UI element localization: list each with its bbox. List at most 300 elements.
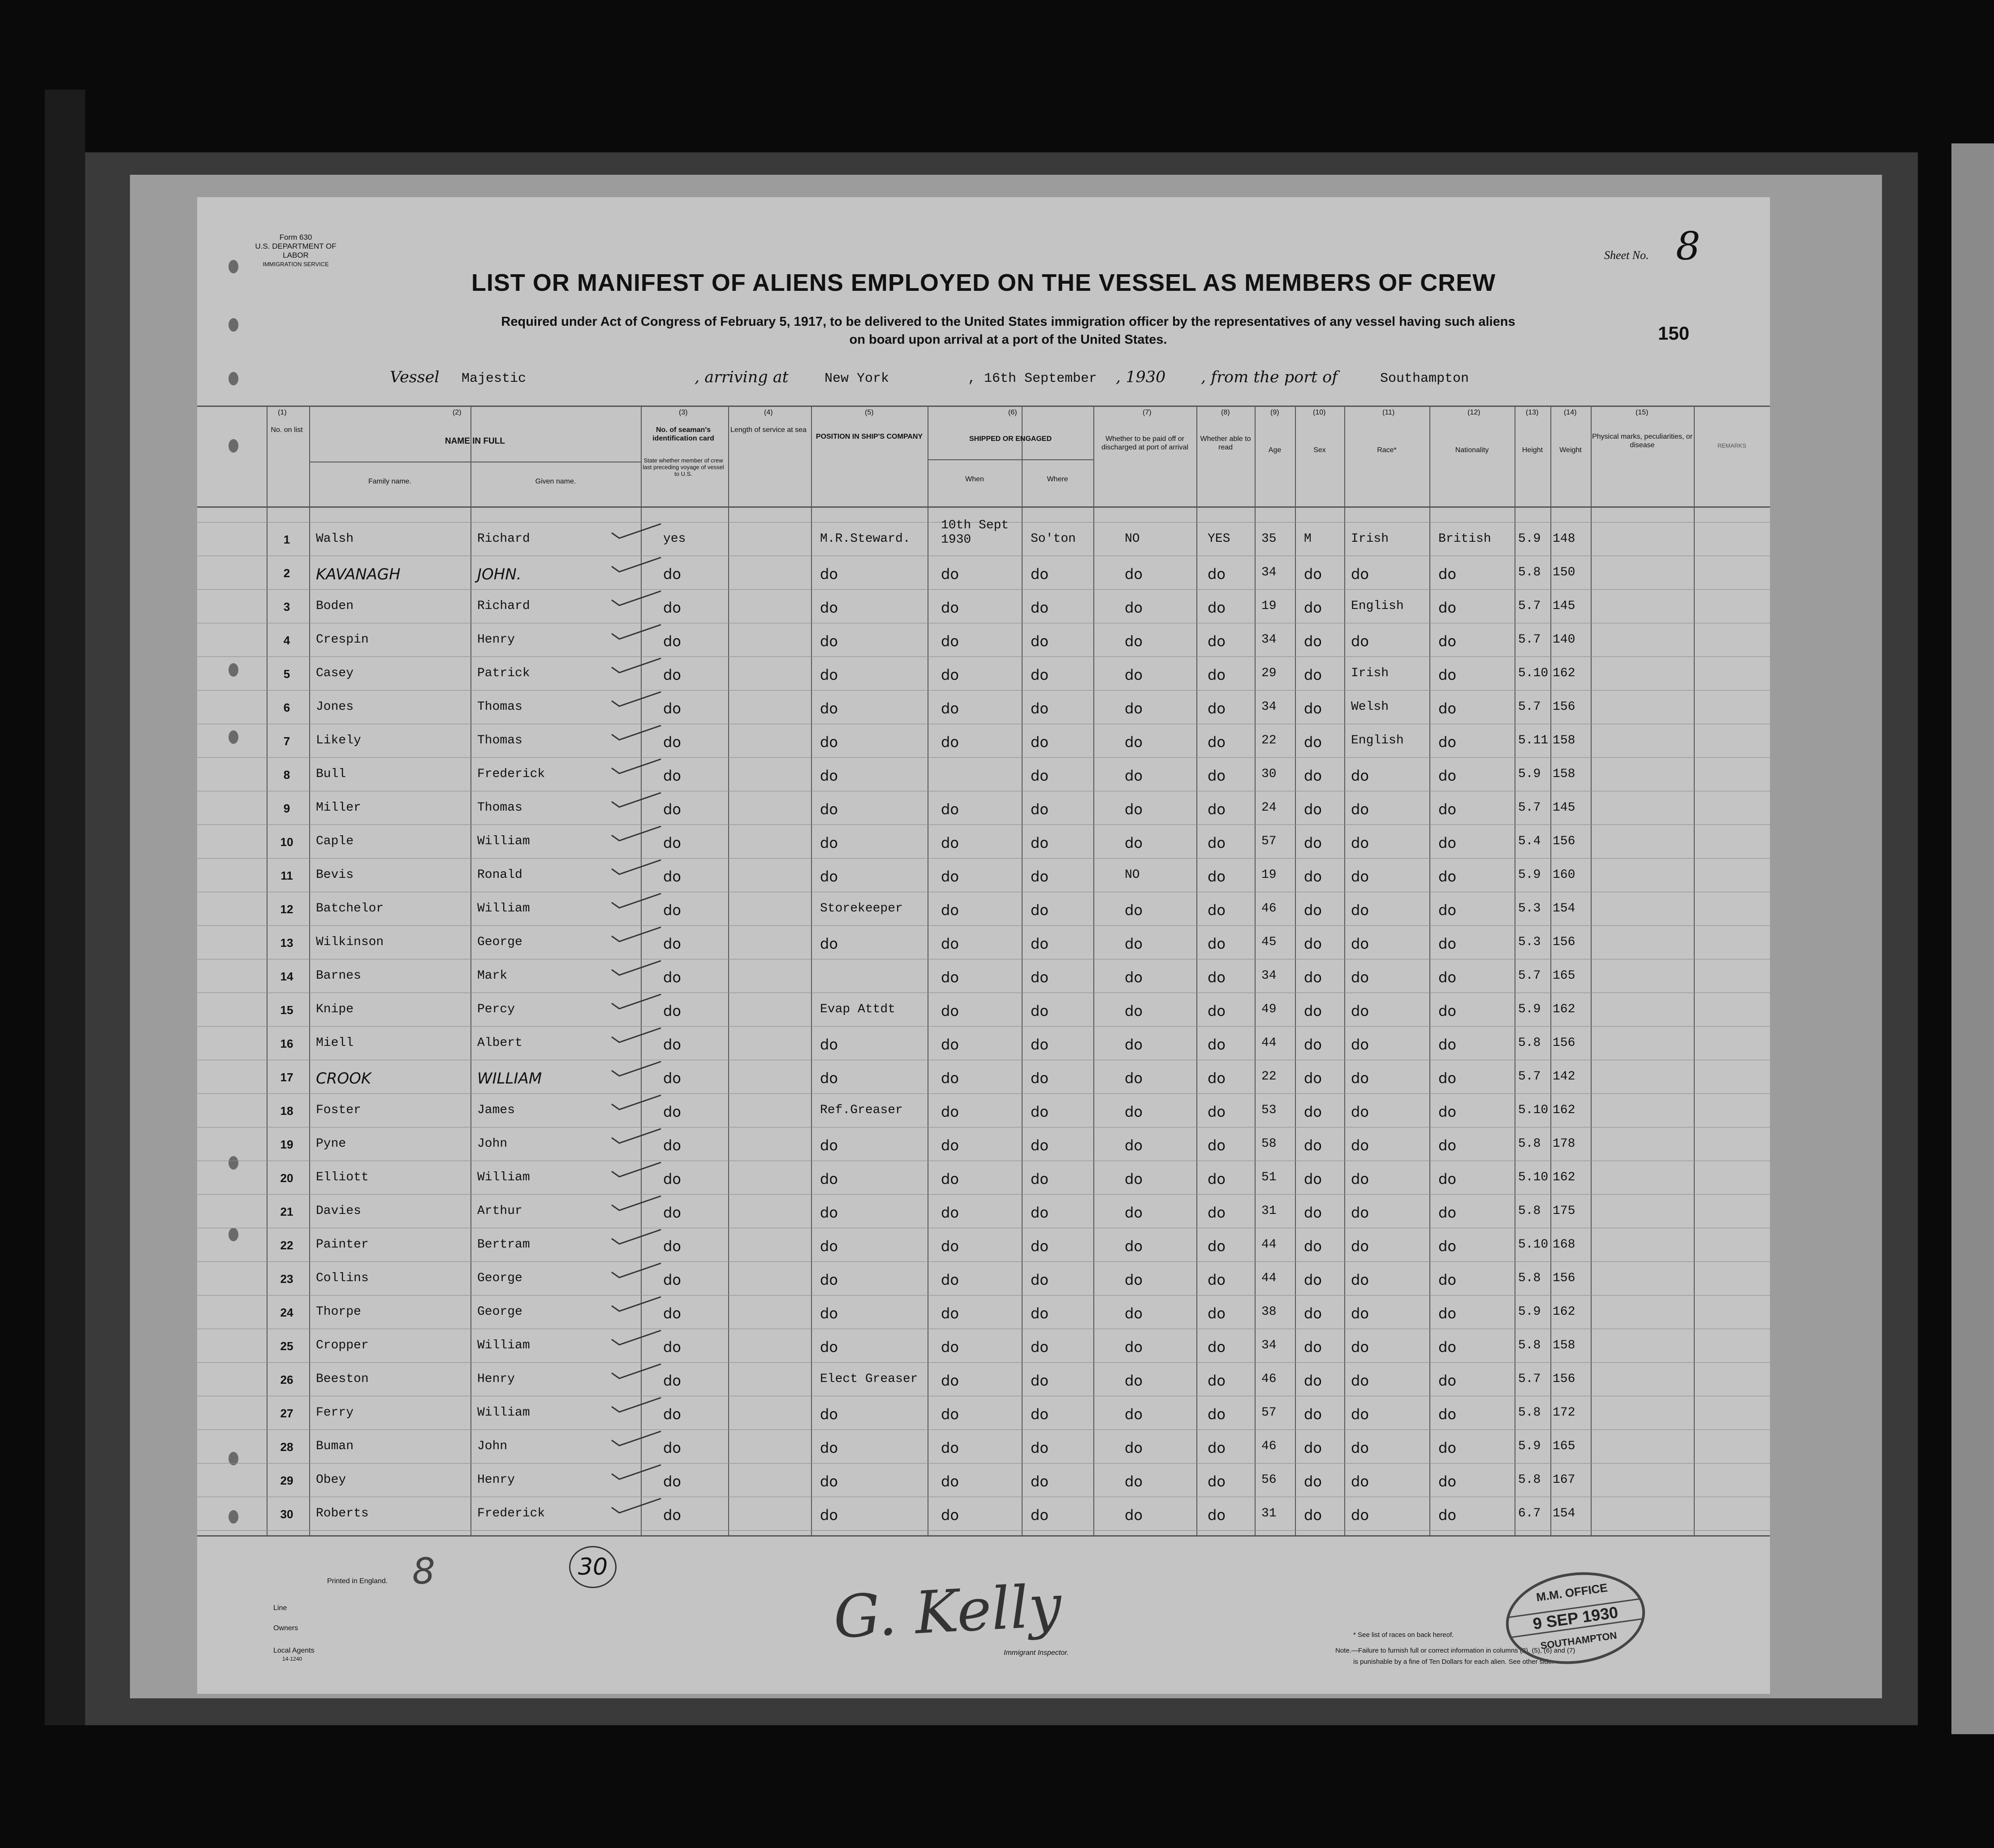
column-number: (5)	[865, 409, 874, 416]
family-name: Likely	[316, 734, 361, 747]
id-card: do	[663, 1103, 681, 1120]
age: 44	[1261, 1238, 1277, 1252]
race: do	[1351, 1507, 1369, 1524]
weight: 160	[1553, 868, 1575, 882]
shipped-when: do	[941, 1406, 959, 1423]
id-card: do	[663, 666, 681, 683]
shipped-where: do	[1031, 1204, 1049, 1221]
weight: 154	[1553, 902, 1575, 915]
column-number: (6)	[1008, 409, 1017, 416]
position: do	[820, 1170, 838, 1187]
column-rule	[1694, 406, 1695, 1535]
paid-off: do	[1125, 969, 1143, 986]
given-name: Richard	[477, 532, 530, 546]
sex: do	[1304, 1372, 1322, 1389]
family-name: CROOK	[316, 1070, 371, 1088]
weight: 162	[1553, 666, 1575, 680]
sex: do	[1304, 935, 1322, 952]
able-read: do	[1208, 902, 1226, 919]
arrival-date: , 16th September	[968, 371, 1097, 386]
check-mark-icon	[609, 624, 663, 640]
age: 46	[1261, 1439, 1277, 1453]
row-rule	[197, 656, 1770, 657]
height: 5.9	[1518, 1002, 1541, 1016]
check-mark-icon	[609, 859, 663, 875]
age: 49	[1261, 1002, 1277, 1016]
row-number: 27	[280, 1407, 293, 1420]
height: 5.7	[1518, 1372, 1541, 1386]
nationality: do	[1438, 1070, 1456, 1087]
punch-hole	[229, 1510, 238, 1524]
able-read: do	[1208, 1103, 1226, 1120]
id-card: do	[663, 1002, 681, 1019]
check-mark-icon	[609, 1363, 663, 1379]
weight: 142	[1553, 1070, 1575, 1084]
shipped-when: do	[941, 868, 959, 885]
given-name: Bertram	[477, 1238, 530, 1252]
race: Welsh	[1351, 700, 1389, 714]
row-number: 15	[280, 1003, 293, 1017]
row-rule	[197, 1463, 1770, 1464]
given-name: Thomas	[477, 801, 522, 815]
id-card: do	[663, 969, 681, 986]
age: 46	[1261, 902, 1277, 915]
sex: do	[1304, 1238, 1322, 1255]
column-rule	[1093, 406, 1094, 1535]
column-number: (10)	[1313, 409, 1326, 416]
department-name: U.S. DEPARTMENT OF LABOR	[255, 242, 337, 259]
shipped-where: do	[1031, 801, 1049, 818]
shipped-where: do	[1031, 1137, 1049, 1154]
given-name: William	[477, 834, 530, 848]
shipped-when: 10th Sept 1930	[941, 518, 1009, 547]
position: do	[820, 801, 838, 818]
position: Storekeeper	[820, 902, 903, 915]
row-rule	[197, 1429, 1770, 1430]
weight: 145	[1553, 599, 1575, 613]
family-name: Casey	[316, 666, 354, 680]
able-read: do	[1208, 1204, 1226, 1221]
punch-hole	[229, 663, 238, 677]
height: 5.8	[1518, 566, 1541, 579]
sex: do	[1304, 868, 1322, 885]
race: do	[1351, 1305, 1369, 1322]
nationality: do	[1438, 599, 1456, 616]
given-name: George	[477, 1271, 522, 1285]
family-name: Ferry	[316, 1406, 354, 1420]
age: 19	[1261, 868, 1277, 882]
able-read: do	[1208, 666, 1226, 683]
shipped-where: do	[1031, 1002, 1049, 1019]
shipped-when: do	[941, 1238, 959, 1255]
weight: 165	[1553, 1439, 1575, 1453]
shipped-when: do	[941, 633, 959, 650]
weight: 158	[1553, 767, 1575, 781]
paid-off: do	[1125, 633, 1143, 650]
shipped-where: do	[1031, 1507, 1049, 1524]
race: do	[1351, 935, 1369, 952]
paid-off: do	[1125, 1372, 1143, 1389]
check-mark-icon	[609, 1128, 663, 1144]
race: do	[1351, 566, 1369, 583]
check-mark-icon	[609, 1229, 663, 1245]
position: do	[820, 868, 838, 885]
paid-off: do	[1125, 1238, 1143, 1255]
id-card: do	[663, 1036, 681, 1053]
subheader-rule	[928, 459, 1093, 460]
given-name: JOHN.	[477, 566, 522, 583]
header-name-in-full: NAME IN FULL	[445, 436, 505, 446]
paid-off: do	[1125, 1439, 1143, 1456]
able-read: do	[1208, 935, 1226, 952]
id-card: do	[663, 902, 681, 919]
weight: 165	[1553, 969, 1575, 983]
nationality: do	[1438, 666, 1456, 683]
header-able-read: Whether able to read	[1200, 435, 1251, 451]
nationality: do	[1438, 1406, 1456, 1423]
shipped-where: do	[1031, 633, 1049, 650]
shipped-when: do	[941, 935, 959, 952]
age: 34	[1261, 969, 1277, 983]
header-shipped: SHIPPED OR ENGAGED	[969, 435, 1052, 443]
able-read: do	[1208, 1238, 1226, 1255]
position: Evap Attdt	[820, 1002, 896, 1016]
column-rule	[728, 406, 729, 1535]
paid-off: do	[1125, 1103, 1143, 1120]
family-name: Crespin	[316, 633, 369, 647]
shipped-where: do	[1031, 1339, 1049, 1356]
shipped-where: do	[1031, 969, 1049, 986]
paid-off: do	[1125, 801, 1143, 818]
film-edge-right	[1951, 143, 1994, 1734]
height: 5.7	[1518, 633, 1541, 647]
id-card: do	[663, 633, 681, 650]
weight: 162	[1553, 1305, 1575, 1319]
shipped-where: do	[1031, 767, 1049, 784]
row-rule	[197, 1530, 1770, 1531]
column-number: (4)	[764, 409, 773, 416]
row-number: 28	[280, 1440, 293, 1454]
check-mark-icon	[609, 657, 663, 674]
row-number: 7	[283, 734, 290, 748]
given-name: John	[477, 1439, 508, 1453]
weight: 148	[1553, 532, 1575, 546]
weight: 156	[1553, 1372, 1575, 1386]
id-card: do	[663, 935, 681, 952]
check-mark-icon	[609, 725, 663, 741]
check-mark-icon	[609, 1262, 663, 1278]
age: 30	[1261, 767, 1277, 781]
able-read: do	[1208, 834, 1226, 851]
row-rule	[197, 1261, 1770, 1262]
family-name: Knipe	[316, 1002, 354, 1016]
form-identifier	[246, 233, 345, 269]
family-name: Thorpe	[316, 1305, 361, 1319]
subtitle-line-1: Required under Act of Congress of February 5, 1917, to be delivered to the United States immigration officer by the representatives of any vessel having such aliens	[501, 315, 1515, 329]
sex: do	[1304, 969, 1322, 986]
check-mark-icon	[609, 893, 663, 909]
able-read: do	[1208, 700, 1226, 717]
check-mark-icon	[609, 926, 663, 942]
weight: 140	[1553, 633, 1575, 647]
check-mark-icon	[609, 523, 663, 539]
height: 5.9	[1518, 1439, 1541, 1453]
shipped-where: do	[1031, 1372, 1049, 1389]
row-rule	[197, 1194, 1770, 1195]
header-age: Age	[1268, 446, 1282, 454]
nationality: do	[1438, 1271, 1456, 1288]
from-port: Southampton	[1380, 371, 1469, 386]
check-mark-icon	[609, 1464, 663, 1480]
race: do	[1351, 1473, 1369, 1490]
shipped-where: do	[1031, 834, 1049, 851]
family-name: Roberts	[316, 1507, 369, 1520]
weight: 156	[1553, 1271, 1575, 1285]
given-name: Albert	[477, 1036, 522, 1050]
family-name: Boden	[316, 599, 354, 613]
paid-off: do	[1125, 1170, 1143, 1187]
race: do	[1351, 1238, 1369, 1255]
family-name: Wilkinson	[316, 935, 384, 949]
header-id-card-note: State whether member of crew last preceding voyage of vessel to U.S.	[643, 457, 724, 477]
position: do	[820, 1473, 838, 1490]
shipped-when: do	[941, 1170, 959, 1187]
vessel-name: Majestic	[462, 371, 527, 386]
check-mark-icon	[609, 1330, 663, 1346]
id-card: do	[663, 1070, 681, 1087]
age: 22	[1261, 734, 1277, 747]
able-read: do	[1208, 566, 1226, 583]
header-family-name: Family name.	[368, 478, 412, 485]
id-card: do	[663, 1170, 681, 1187]
shipped-where: do	[1031, 1103, 1049, 1120]
shipped-where: do	[1031, 1439, 1049, 1456]
position: do	[820, 566, 838, 583]
header-remarks: REMARKS	[1717, 442, 1747, 449]
column-number: (9)	[1270, 409, 1279, 416]
family-name: Cropper	[316, 1339, 369, 1352]
row-number: 13	[280, 936, 293, 950]
paid-off: do	[1125, 666, 1143, 683]
shipped-where: do	[1031, 935, 1049, 952]
able-read: do	[1208, 633, 1226, 650]
race: do	[1351, 1103, 1369, 1120]
race-note: * See list of races on back hereof.	[1353, 1631, 1454, 1639]
shipped-where: do	[1031, 868, 1049, 885]
header-no-on-list: No. on list	[271, 426, 303, 434]
race: do	[1351, 1271, 1369, 1288]
header-nationality: Nationality	[1455, 446, 1489, 454]
shipped-when: do	[941, 734, 959, 751]
punch-hole	[229, 439, 238, 453]
row-number: 3	[283, 600, 290, 613]
family-name: Batchelor	[316, 902, 384, 915]
able-read: do	[1208, 599, 1226, 616]
position: do	[820, 700, 838, 717]
race: do	[1351, 1406, 1369, 1423]
punch-hole	[229, 1156, 238, 1170]
check-mark-icon	[609, 590, 663, 606]
id-card: do	[663, 734, 681, 751]
nationality: do	[1438, 767, 1456, 784]
id-card: do	[663, 1439, 681, 1456]
shipped-where: do	[1031, 700, 1049, 717]
sheet-number: 8	[1676, 224, 1701, 269]
row-number: 23	[280, 1272, 293, 1286]
row-rule	[197, 1093, 1770, 1094]
given-name: Frederick	[477, 767, 545, 781]
age: 51	[1261, 1170, 1277, 1184]
family-name: Walsh	[316, 532, 354, 546]
column-rule	[1196, 406, 1197, 1535]
given-name: Percy	[477, 1002, 515, 1016]
weight: 162	[1553, 1103, 1575, 1117]
row-rule	[197, 1362, 1770, 1363]
shipped-when: do	[941, 566, 959, 583]
row-number: 9	[283, 802, 290, 815]
form-code: 14-1240	[282, 1656, 302, 1662]
shipped-where: do	[1031, 1473, 1049, 1490]
nationality: do	[1438, 566, 1456, 583]
check-mark-icon	[609, 792, 663, 808]
age: 31	[1261, 1204, 1277, 1218]
age: 38	[1261, 1305, 1277, 1319]
column-number: (14)	[1564, 409, 1577, 416]
shipped-when: do	[941, 666, 959, 683]
shipped-where: do	[1031, 1406, 1049, 1423]
shipped-when: do	[941, 1507, 959, 1524]
nationality: do	[1438, 801, 1456, 818]
weight: 172	[1553, 1406, 1575, 1420]
family-name: Caple	[316, 834, 354, 848]
paid-off: do	[1125, 1070, 1143, 1087]
id-card: do	[663, 1339, 681, 1356]
row-number: 21	[280, 1205, 293, 1218]
row-number: 12	[280, 902, 293, 916]
column-rule	[1295, 406, 1296, 1535]
height: 5.9	[1518, 868, 1541, 882]
age: 19	[1261, 599, 1277, 613]
paid-off: NO	[1125, 532, 1140, 546]
nationality: do	[1438, 1137, 1456, 1154]
check-mark-icon	[609, 960, 663, 976]
sex: do	[1304, 1406, 1322, 1423]
family-name: Miell	[316, 1036, 354, 1050]
family-name: Obey	[316, 1473, 346, 1487]
shipped-where: do	[1031, 1271, 1049, 1288]
family-name: Buman	[316, 1439, 354, 1453]
id-card: do	[663, 700, 681, 717]
nationality: do	[1438, 734, 1456, 751]
paid-off: do	[1125, 935, 1143, 952]
position: do	[820, 1137, 838, 1154]
paid-off: do	[1125, 767, 1143, 784]
family-name: Barnes	[316, 969, 361, 983]
sex: do	[1304, 1339, 1322, 1356]
shipped-where: do	[1031, 666, 1049, 683]
position: do	[820, 599, 838, 616]
age: 44	[1261, 1036, 1277, 1050]
row-number: 14	[280, 970, 293, 983]
fine-note-line-1: Note.—Failure to furnish full or correct information in columns (2), (5), (6) and (7)	[1335, 1647, 1575, 1654]
position: M.R.Steward.	[820, 532, 911, 546]
page-subtitle	[394, 313, 1622, 349]
given-name: Henry	[477, 633, 515, 647]
sex: do	[1304, 1137, 1322, 1154]
position: do	[820, 1439, 838, 1456]
column-number: (2)	[453, 409, 462, 416]
column-rule	[1344, 406, 1345, 1535]
row-number: 30	[280, 1507, 293, 1521]
punch-hole	[229, 318, 238, 332]
age: 57	[1261, 1406, 1277, 1420]
inspector-label: Immigrant Inspector.	[1004, 1649, 1069, 1657]
row-number: 2	[283, 566, 290, 580]
shipped-when: do	[941, 1473, 959, 1490]
race: do	[1351, 767, 1369, 784]
row-number: 26	[280, 1373, 293, 1386]
sex: do	[1304, 801, 1322, 818]
row-rule	[197, 1026, 1770, 1027]
shipped-where: do	[1031, 1305, 1049, 1322]
position: do	[820, 834, 838, 851]
check-mark-icon	[609, 1296, 663, 1312]
height: 5.10	[1518, 1103, 1549, 1117]
paid-off: do	[1125, 700, 1143, 717]
row-number: 1	[283, 533, 290, 546]
header-race: Race*	[1377, 446, 1397, 454]
check-mark-icon	[609, 1397, 663, 1413]
shipped-when: do	[941, 1305, 959, 1322]
nationality: do	[1438, 1305, 1456, 1322]
weight: 145	[1553, 801, 1575, 815]
shipped-where: do	[1031, 599, 1049, 616]
weight: 158	[1553, 734, 1575, 747]
height: 5.9	[1518, 532, 1541, 546]
row-number: 20	[280, 1171, 293, 1185]
height: 5.4	[1518, 834, 1541, 848]
sex: do	[1304, 1271, 1322, 1288]
race: do	[1351, 633, 1369, 650]
able-read: do	[1208, 1406, 1226, 1423]
given-name: George	[477, 1305, 522, 1319]
age: 24	[1261, 801, 1277, 815]
paid-off: do	[1125, 1036, 1143, 1053]
paid-off: do	[1125, 1271, 1143, 1288]
position: do	[820, 1507, 838, 1524]
race: English	[1351, 599, 1404, 613]
row-number: 10	[280, 835, 293, 849]
header-given-name: Given name.	[535, 478, 576, 485]
id-card: do	[663, 1372, 681, 1389]
race: English	[1351, 734, 1404, 747]
shipped-where: do	[1031, 1238, 1049, 1255]
sex: do	[1304, 902, 1322, 919]
shipped-when: do	[941, 700, 959, 717]
column-number: (8)	[1221, 409, 1230, 416]
table-header-rule	[197, 506, 1770, 508]
weight: 167	[1553, 1473, 1575, 1487]
race: Irish	[1351, 666, 1389, 680]
id-card: do	[663, 1204, 681, 1221]
race: do	[1351, 1439, 1369, 1456]
given-name: Henry	[477, 1473, 515, 1487]
nationality: do	[1438, 902, 1456, 919]
paid-off: do	[1125, 599, 1143, 616]
handwritten-sheet-mark: 8	[412, 1550, 435, 1592]
column-number: (13)	[1526, 409, 1539, 416]
age: 22	[1261, 1070, 1277, 1084]
